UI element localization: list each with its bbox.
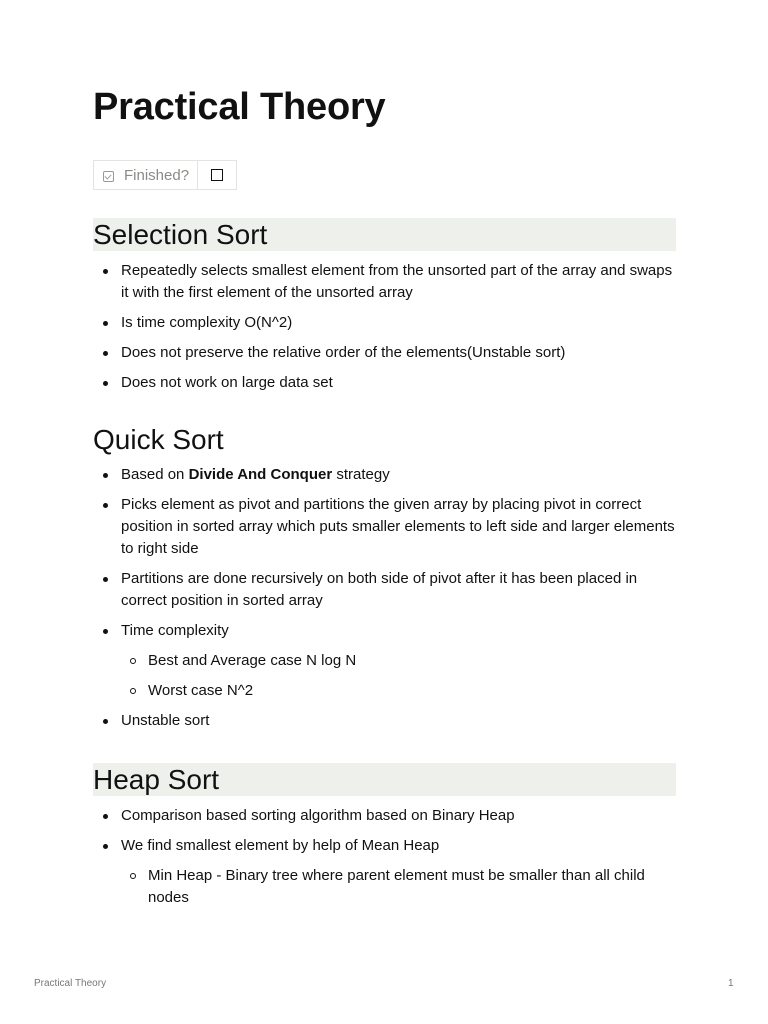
property-value-cell: [198, 161, 236, 189]
list-item: Picks element as pivot and partitions the given array by placing pivot in correct position in sorted array which puts smaller elements to left side and larger elements to right side: [93, 494, 676, 560]
sub-list: [121, 650, 676, 702]
property-row: [93, 160, 237, 190]
finished-checkbox[interactable]: [211, 169, 223, 181]
bullet-list: [93, 464, 676, 732]
sub-list-item: Min Heap - Binary tree where parent element must be smaller than all child nodes: [121, 865, 676, 909]
bullet-list: [93, 260, 676, 394]
footer-page-number: 1: [728, 978, 734, 989]
section-quick-sort: [93, 423, 676, 740]
list-item: Is time complexity O(N^2): [93, 312, 676, 334]
item-text: Time complexity: [121, 622, 229, 639]
list-item: Repeatedly selects smallest element from the unsorted part of the array and swaps it with the first element of the unsorted array: [93, 260, 676, 304]
checkbox-property-icon: [103, 171, 114, 182]
item-suffix: strategy: [332, 466, 390, 483]
page-title: Practical Theory: [93, 86, 386, 128]
sub-list-item: Worst case N^2: [121, 680, 676, 702]
section-heap-sort: [93, 763, 676, 917]
property-label: Finished?: [124, 166, 190, 184]
list-item: [93, 835, 676, 909]
section-selection-sort: [93, 218, 676, 402]
bullet-list: [93, 805, 676, 909]
sub-list-item: Best and Average case N log N: [121, 650, 676, 672]
section-heading: Quick Sort: [93, 424, 224, 455]
item-text: We find smallest element by help of Mean Heap: [121, 837, 440, 854]
list-item: Unstable sort: [93, 710, 676, 732]
list-item: Does not work on large data set: [93, 372, 676, 394]
sub-list: [121, 865, 676, 909]
item-bold: Divide And Conquer: [188, 466, 333, 483]
list-item: Partitions are done recursively on both side of pivot after it has been placed in correct position in sorted array: [93, 568, 676, 612]
list-item: Does not preserve the relative order of the elements(Unstable sort): [93, 342, 676, 364]
list-item: [93, 464, 676, 486]
section-heading: Heap Sort: [93, 763, 676, 796]
property-name-cell: [94, 161, 198, 189]
section-heading: Selection Sort: [93, 218, 676, 251]
item-prefix: Based on: [121, 466, 189, 483]
list-item: [93, 620, 676, 702]
list-item: Comparison based sorting algorithm based on Binary Heap: [93, 805, 676, 827]
footer-doc-title: Practical Theory: [34, 978, 107, 989]
